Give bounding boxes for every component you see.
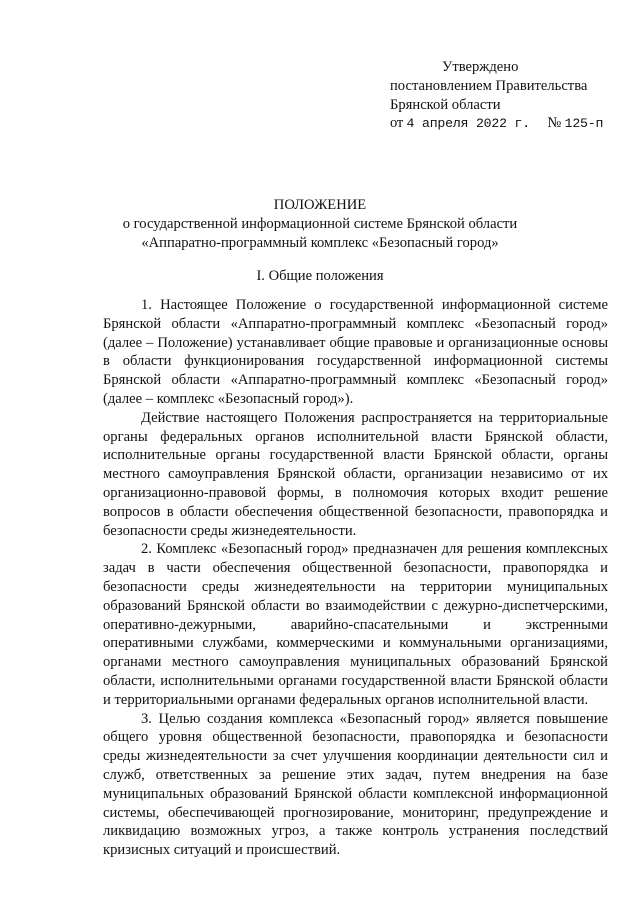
section-heading: I. Общие положения xyxy=(256,268,384,284)
paragraph-1: 1. Настоящее Положение о государственной информационной системе Брянской области «Аппаратно-программный комплекс «Безопасный город» (далее – Положение) устанавливает общие правовые и организационные основы в области функционирования государственной информационной системы Брянской области «Аппаратно-программный комплекс «Безопасный город» (далее – комплекс «Безопасный город»). xyxy=(103,297,608,407)
approval-line-resolution: постановлением Правительства xyxy=(390,77,588,94)
approval-number-label: № xyxy=(547,115,562,132)
document-subtitle-line2: «Аппаратно-программный комплекс «Безопасный город» xyxy=(141,234,499,251)
document-title-block xyxy=(90,196,550,252)
document-body xyxy=(103,296,608,860)
approval-stamp-block xyxy=(390,58,636,134)
paragraph-3: 2. Комплекс «Безопасный город» предназначен для решения комплексных задач в части обеспечения общественной безопасности, правопорядка и безопасности среды жизнедеятельности на территории муниципальных образований Брянской области во взаимодействии с дежурно-диспетчерскими, оперативно-дежурными, аварийно-спасательными и экстренными оперативными службами, коммерческими и коммунальными организациями, органами местного самоуправления муниципальных образований Брянской области, исполнительными органами государственной власти Брянской области и территориальными органами федеральных органов исполнительной власти. xyxy=(103,541,608,708)
approval-date-prefix: от xyxy=(390,115,404,132)
document-title: ПОЛОЖЕНИЕ xyxy=(273,197,367,213)
approval-line-region: Брянской области xyxy=(390,96,501,113)
approval-date-line xyxy=(390,114,636,134)
document-subtitle-line1: о государственной информационной системе Брянской области xyxy=(122,215,518,232)
approval-date-value: 4 апреля 2022 г. xyxy=(406,116,530,132)
approval-title: Утверждено xyxy=(442,59,519,75)
approval-number-value: 125-п xyxy=(564,116,604,132)
paragraph-4: 3. Целью создания комплекса «Безопасный город» является повышение общего уровня общественной безопасности, правопорядка и безопасности среды жизнедеятельности за счет улучшения координации деятельности сил и служб, ответственных за решение этих задач, путем внедрения на базе муниципальных образований Брянской области комплексной информационной системы, обеспечивающей прогнозирование, мониторинг, предупреждение и ликвидацию возможных угроз, а также контроль устранения последствий кризисных ситуаций и происшествий. xyxy=(103,710,608,859)
paragraph-2: Действие настоящего Положения распространяется на территориальные органы федеральных органов исполнительной власти Брянской области, исполнительные органы государственной власти Брянской области, органы местного самоуправления Брянской области, организации независимо от их организационно-правовой формы, в полномочия которых входит решение вопросов в области обеспечения общественной безопасности, правопорядка и безопасности среды жизнедеятельности. xyxy=(103,409,608,539)
